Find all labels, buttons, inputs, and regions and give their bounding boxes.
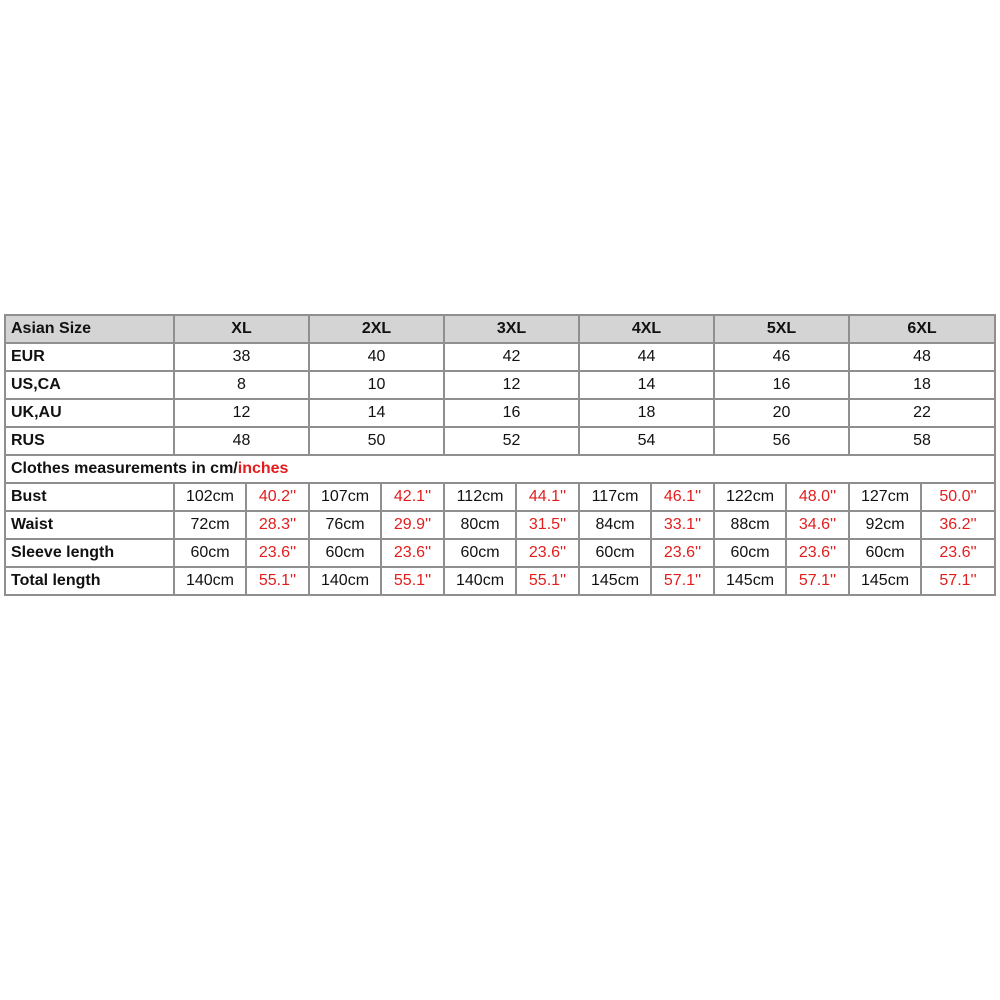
inch-value: 23.6'' (651, 539, 714, 567)
inch-value: 57.1'' (786, 567, 849, 595)
cm-value: 102cm (174, 483, 246, 511)
inch-value: 34.6'' (786, 511, 849, 539)
cm-value: 80cm (444, 511, 516, 539)
row-label: EUR (5, 343, 174, 371)
cm-value: 60cm (579, 539, 651, 567)
inch-value: 55.1'' (246, 567, 309, 595)
inch-value: 23.6'' (381, 539, 444, 567)
size-chart-table (4, 314, 996, 596)
size-value: 14 (309, 399, 444, 427)
size-value: 12 (444, 371, 579, 399)
cm-value: 60cm (309, 539, 381, 567)
header-row (5, 315, 995, 343)
measurement-row (5, 567, 995, 595)
size-value: 56 (714, 427, 849, 455)
inch-value: 28.3'' (246, 511, 309, 539)
section-title-highlight: inches (237, 460, 289, 477)
size-header: XL (174, 315, 309, 343)
cm-value: 140cm (174, 567, 246, 595)
cm-value: 84cm (579, 511, 651, 539)
row-label: RUS (5, 427, 174, 455)
size-header: 3XL (444, 315, 579, 343)
size-header: 6XL (849, 315, 995, 343)
size-value: 52 (444, 427, 579, 455)
measurement-row (5, 483, 995, 511)
measurement-row (5, 511, 995, 539)
inch-value: 42.1'' (381, 483, 444, 511)
size-value: 10 (309, 371, 444, 399)
size-value: 14 (579, 371, 714, 399)
inch-value: 40.2'' (246, 483, 309, 511)
row-label: Waist (5, 511, 174, 539)
inch-value: 23.6'' (786, 539, 849, 567)
inch-value: 23.6'' (921, 539, 995, 567)
conversion-row (5, 427, 995, 455)
size-value: 48 (849, 343, 995, 371)
inch-value: 48.0'' (786, 483, 849, 511)
size-value: 18 (579, 399, 714, 427)
cm-value: 88cm (714, 511, 786, 539)
cm-value: 60cm (174, 539, 246, 567)
cm-value: 127cm (849, 483, 921, 511)
inch-value: 57.1'' (921, 567, 995, 595)
cm-value: 145cm (714, 567, 786, 595)
cm-value: 117cm (579, 483, 651, 511)
cm-value: 76cm (309, 511, 381, 539)
size-value: 38 (174, 343, 309, 371)
size-value: 8 (174, 371, 309, 399)
size-value: 50 (309, 427, 444, 455)
inch-value: 23.6'' (516, 539, 579, 567)
cm-value: 60cm (849, 539, 921, 567)
size-value: 22 (849, 399, 995, 427)
conversion-row (5, 343, 995, 371)
cm-value: 112cm (444, 483, 516, 511)
cm-value: 140cm (309, 567, 381, 595)
section-row (5, 455, 995, 483)
inch-value: 46.1'' (651, 483, 714, 511)
row-label: US,CA (5, 371, 174, 399)
cm-value: 92cm (849, 511, 921, 539)
header-label: Asian Size (5, 315, 174, 343)
inch-value: 50.0'' (921, 483, 995, 511)
size-value: 20 (714, 399, 849, 427)
size-header: 2XL (309, 315, 444, 343)
inch-value: 31.5'' (516, 511, 579, 539)
section-title (5, 455, 995, 483)
inch-value: 23.6'' (246, 539, 309, 567)
size-value: 46 (714, 343, 849, 371)
inch-value: 55.1'' (381, 567, 444, 595)
size-value: 58 (849, 427, 995, 455)
inch-value: 55.1'' (516, 567, 579, 595)
size-value: 44 (579, 343, 714, 371)
row-label: Bust (5, 483, 174, 511)
inch-value: 33.1'' (651, 511, 714, 539)
row-label: UK,AU (5, 399, 174, 427)
cm-value: 107cm (309, 483, 381, 511)
cm-value: 122cm (714, 483, 786, 511)
cm-value: 60cm (444, 539, 516, 567)
size-header: 5XL (714, 315, 849, 343)
section-title-text: Clothes measurements in cm/ (11, 460, 238, 477)
cm-value: 140cm (444, 567, 516, 595)
conversion-row (5, 399, 995, 427)
size-header: 4XL (579, 315, 714, 343)
inch-value: 57.1'' (651, 567, 714, 595)
size-value: 40 (309, 343, 444, 371)
measurement-row (5, 539, 995, 567)
size-value: 48 (174, 427, 309, 455)
inch-value: 44.1'' (516, 483, 579, 511)
cm-value: 145cm (579, 567, 651, 595)
size-value: 16 (714, 371, 849, 399)
cm-value: 60cm (714, 539, 786, 567)
inch-value: 29.9'' (381, 511, 444, 539)
size-value: 12 (174, 399, 309, 427)
size-value: 42 (444, 343, 579, 371)
row-label: Total length (5, 567, 174, 595)
row-label: Sleeve length (5, 539, 174, 567)
inch-value: 36.2'' (921, 511, 995, 539)
size-value: 18 (849, 371, 995, 399)
cm-value: 145cm (849, 567, 921, 595)
conversion-row (5, 371, 995, 399)
size-value: 16 (444, 399, 579, 427)
size-value: 54 (579, 427, 714, 455)
cm-value: 72cm (174, 511, 246, 539)
